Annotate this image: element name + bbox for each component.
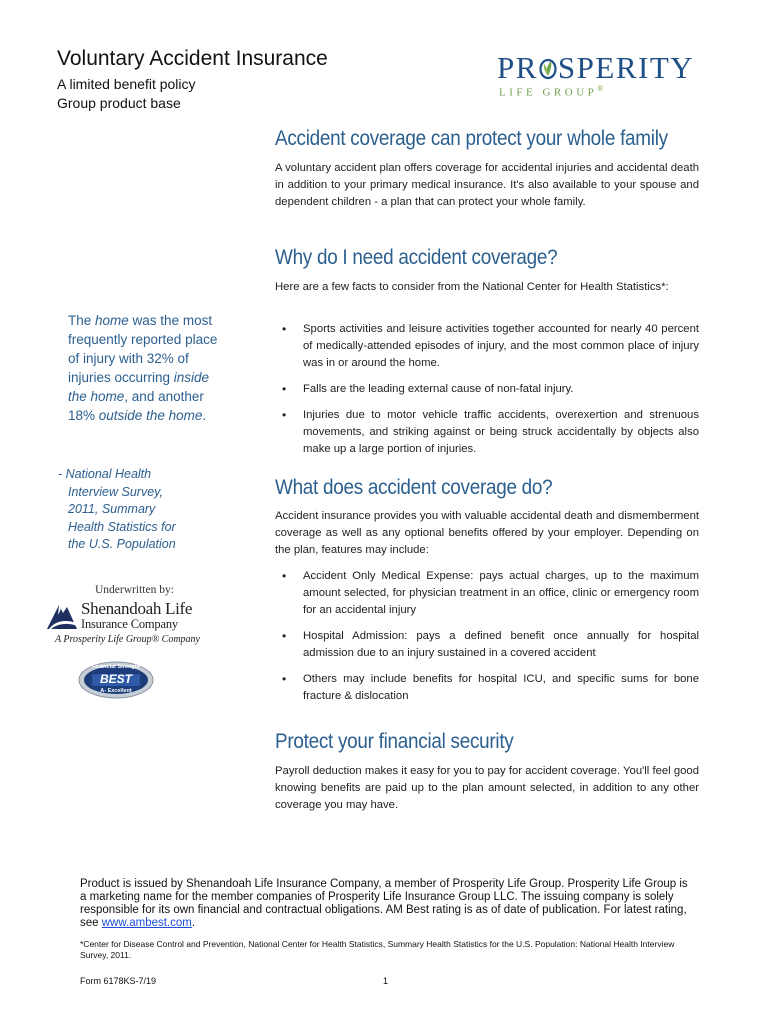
document-title: Voluntary Accident Insurance bbox=[57, 47, 328, 70]
attribution-line: 2011, Summary bbox=[68, 502, 156, 516]
heading-why-coverage: Why do I need accident coverage? bbox=[275, 246, 558, 269]
features-list bbox=[275, 568, 699, 705]
logo-word-start: PR bbox=[497, 50, 538, 85]
quote-text: . bbox=[202, 408, 207, 423]
disclaimer-end: . bbox=[191, 917, 196, 929]
underwritten-by-label: Underwritten by: bbox=[95, 584, 174, 596]
shenandoah-logo bbox=[45, 598, 220, 648]
company-name-line1: Shenandoah Life bbox=[81, 599, 193, 618]
heading-what-coverage: What does accident coverage do? bbox=[275, 476, 553, 499]
quote-text: was the most frequently reported place of injury with 32% of injuries occurring bbox=[68, 313, 218, 385]
badge-top-text: Financial Strength bbox=[92, 664, 140, 670]
heading-family-coverage: Accident coverage can protect your whole family bbox=[275, 127, 668, 150]
badge-name: BEST bbox=[99, 672, 132, 686]
subtitle-limited-benefit: A limited benefit policy bbox=[57, 76, 196, 92]
issuer-disclaimer bbox=[80, 878, 692, 930]
heading-financial-security: Protect your financial security bbox=[275, 730, 514, 753]
prosperity-logo bbox=[497, 52, 727, 102]
subtitle-group-product: Group product base bbox=[57, 95, 181, 111]
quote-text: The bbox=[68, 313, 96, 328]
leaf-icon bbox=[538, 56, 558, 80]
am-best-rating-badge bbox=[78, 661, 154, 699]
attribution-line: the U.S. Population bbox=[68, 537, 176, 551]
attribution-line: Health Statistics for bbox=[68, 519, 176, 534]
list-item: • Falls are the leading external cause of non-fatal injury. bbox=[275, 381, 699, 398]
attribution-line: Interview Survey, bbox=[68, 484, 163, 499]
why-facts-list bbox=[275, 321, 699, 458]
list-item: • Injuries due to motor vehicle traffic accidents, overexertion and strenuous movements, and striking against or being struck accidentally by objects also make up a large portion of injuries. bbox=[275, 407, 699, 458]
quote-text: , and another 18% bbox=[68, 389, 204, 423]
logo-word-end: SPERITY bbox=[557, 50, 695, 85]
financial-security-text: Payroll deduction makes it easy for you to pay for accident coverage. You'll feel good knowing benefits are paid up to the plan amount selected, in addition to any other coverage you may have. bbox=[275, 765, 699, 811]
cdc-footnote: *Center for Disease Control and Prevention, National Center for Health Statistics, Summary Health Statistics for the U.S. Population: National Health Interview Survey, 2011. bbox=[80, 939, 675, 960]
list-item: • Accident Only Medical Expense: pays actual charges, up to the maximum amount selected, for physician treatment in an office, clinic or emergency room for an accidental injury bbox=[275, 568, 699, 619]
why-coverage-intro: Here are a few facts to consider from the National Center for Health Statistics*: bbox=[275, 281, 669, 293]
quote-emphasis: inside the home bbox=[68, 370, 210, 404]
what-coverage-intro: Accident insurance provides you with valuable accidental death and dismemberment coverage as well as any optional benefits offered by your employer. Depending on the plan, features may include: bbox=[275, 510, 699, 556]
page-number: 1 bbox=[383, 976, 389, 986]
quote-emphasis: home bbox=[95, 313, 129, 328]
list-item: • Others may include benefits for hospital ICU, and specific sums for bone fracture & dislocation bbox=[275, 671, 699, 705]
sidebar-quote bbox=[68, 311, 228, 425]
logo-registered-mark: ® bbox=[597, 84, 607, 93]
form-number: Form 6178KS-7/19 bbox=[80, 976, 157, 986]
attribution-line: - National Health bbox=[58, 467, 152, 481]
company-name-line2: Insurance Company bbox=[81, 617, 178, 631]
list-item: • Sports activities and leisure activities together accounted for nearly 40 percent of medically-attended episodes of injury, and the most common place of injury was in or around the home. bbox=[275, 321, 699, 372]
quote-emphasis: outside the home bbox=[98, 408, 203, 423]
shenandoah-swoosh-icon bbox=[45, 599, 79, 633]
disclaimer-text: Product is issued by Shenandoah Life Insurance Company, a member of Prosperity Life Group. Prosperity Life Group is a marketing name for the member companies of Prosperity Life Insurance Group LLC. The issuing company is solely responsible for its own financial and contractual obligations. AM Best rating is as of date of publication. For latest rating, see bbox=[80, 878, 688, 929]
list-item: • Hospital Admission: pays a defined benefit once annually for hospital admission due to an injury sustained in a covered accident bbox=[275, 628, 699, 662]
ambest-link[interactable]: www.ambest.com bbox=[101, 917, 192, 929]
company-tagline: A Prosperity Life Group® Company bbox=[55, 634, 200, 645]
logo-subtext: LIFE GROUP bbox=[499, 86, 598, 99]
family-coverage-text: A voluntary accident plan offers coverage for accidental injuries and accidental death in addition to your primary medical insurance. It's also available to your spouse and dependent children - a plan that can protect your whole family. bbox=[275, 162, 699, 208]
quote-attribution bbox=[58, 466, 218, 554]
badge-bottom-text: A- Excellent bbox=[100, 688, 132, 694]
